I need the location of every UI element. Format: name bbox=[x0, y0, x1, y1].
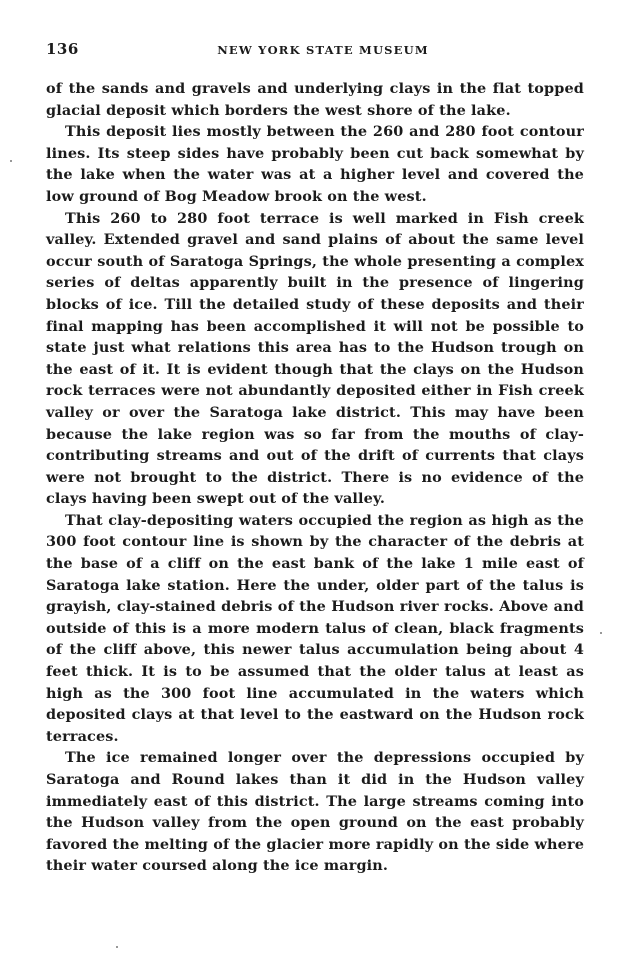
scan-speck bbox=[600, 632, 602, 634]
running-head: NEW YORK STATE MUSEUM bbox=[217, 43, 429, 57]
paragraph: That clay-depositing waters occupied the region as high as the 300 foot contour line is shown by the character of the debris at the base of a cliff on the east bank of the lake 1 mile east of Saratoga lake station. Here the under, older part of the talus is grayish, clay-stained debris of the Hudson river rocks. Above and outside of this is a more modern talus of clean, black fragments of the cliff above, this newer talus accumulation being about 4 feet thick. It is to be assumed that the older talus at least as high as the 300 foot line accumulated in the waters which deposited clays at that level to the eastward on the Hudson rock terraces. bbox=[46, 511, 584, 745]
paragraph: This 260 to 280 foot terrace is well marked in Fish creek valley. Extended gravel and sand plains of about the same level occur south of Saratoga Springs, the whole presenting a complex series of deltas apparently built in the presence of lingering blocks of ice. Till the detailed study of these deposits and their final mapping has been accomplished it will not be possible to state just what relations this area has to the Hudson trough on the east of it. It is evident though that the clays on the Hudson rock terraces were not abundantly deposited either in Fish creek valley or over the Saratoga lake district. This may have been because the lake region was so far from the mouths of clay-contributing streams and out of the drift of currents that clays were not brought to the district. There is no evidence of the clays having been swept out of the valley. bbox=[46, 209, 584, 508]
paragraph: of the sands and gravels and underlying clays in the flat topped glacial deposit which borders the west shore of the lake. bbox=[46, 80, 584, 119]
page-number: 136 bbox=[46, 40, 79, 58]
scan-speck bbox=[10, 160, 12, 162]
scan-speck bbox=[116, 946, 118, 948]
paragraph: The ice remained longer over the depressions occupied by Saratoga and Round lakes than it did in the Hudson valley immediately east of this district. The large streams coming into the Hudson valley from the open ground on the east probably favored the melting of the glacier more rapidly on the side where their water coursed along the ice margin. bbox=[46, 749, 584, 875]
body-text bbox=[46, 78, 584, 877]
page-header bbox=[46, 40, 584, 64]
paragraph: This deposit lies mostly between the 260 and 280 foot contour lines. Its steep sides have probably been cut back somewhat by the lake when the water was at a higher level and covered the low ground of Bog Meadow brook on the west. bbox=[46, 123, 584, 205]
